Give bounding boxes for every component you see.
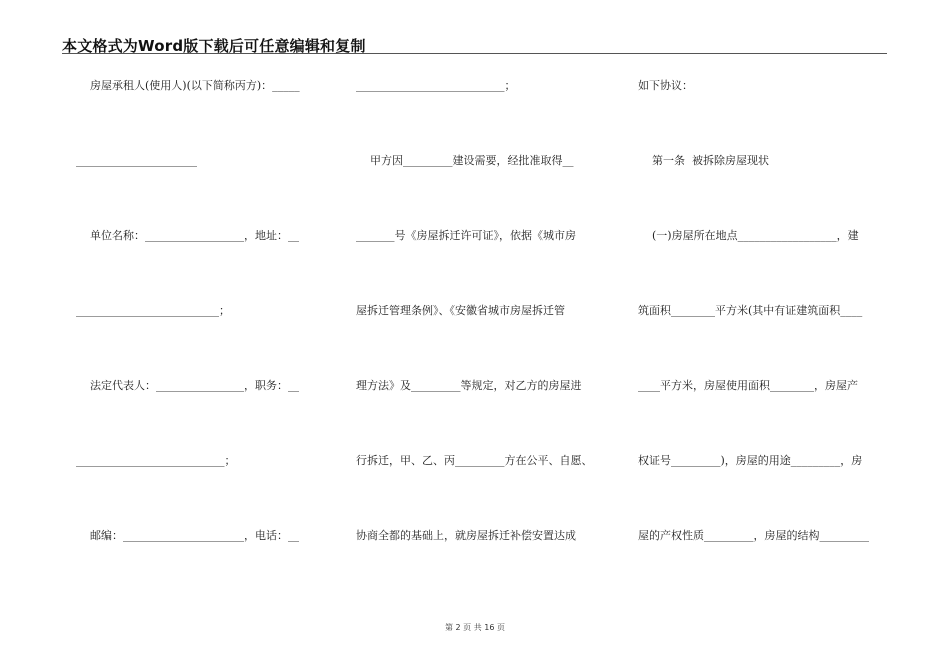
column-3 <box>638 0 888 672</box>
column-2 <box>356 0 616 672</box>
text-line: 单位名称：__________________，地址：__ <box>76 229 299 242</box>
page-header-title: 本文格式为Word版下载后可任意编辑和复制 <box>62 37 366 55</box>
text-line: (一)房屋所在地点__________________，建 <box>638 229 859 242</box>
text-line: 法定代表人：________________，职务：__ <box>76 379 299 392</box>
text-line: 理方法》及_________等规定，对乙方的房屋进 <box>356 379 582 392</box>
text-line: 如下协议： <box>638 79 693 92</box>
section-heading: 第一条 被拆除房屋现状 <box>638 154 769 167</box>
text-line: 屋的产权性质_________，房屋的结构_________ <box>638 529 869 542</box>
text-line: __________________________； <box>76 304 230 317</box>
text-line: 权证号_________)，房屋的用途_________，房 <box>638 454 863 467</box>
page-number: 第 2 页 共 16 页 <box>445 623 505 632</box>
text-line: 房屋承租人(使用人)(以下简称丙方)：_____ <box>76 79 300 92</box>
text-line: ___________________________； <box>76 454 236 467</box>
text-line: ____平方米，房屋使用面积________，房屋产 <box>638 379 858 392</box>
text-line: 屋拆迁管理条例》、《安徽省城市房屋拆迁管 <box>356 304 565 317</box>
text-line: _______号《房屋拆迁许可证》，依据《城市房 <box>356 229 576 242</box>
text-line: ______________________ <box>76 154 197 167</box>
text-line: 邮编：______________________，电话：__ <box>76 529 299 542</box>
text-line: 行拆迁，甲、乙、丙_________方在公平、自愿、 <box>356 454 593 467</box>
text-line: ___________________________； <box>356 79 516 92</box>
text-line: 甲方因_________建设需要，经批准取得__ <box>356 154 574 167</box>
text-line: 协商全都的基础上，就房屋拆迁补偿安置达成 <box>356 529 576 542</box>
text-line: 筑面积________平方米(其中有证建筑面积____ <box>638 304 863 317</box>
column-1 <box>76 0 326 672</box>
